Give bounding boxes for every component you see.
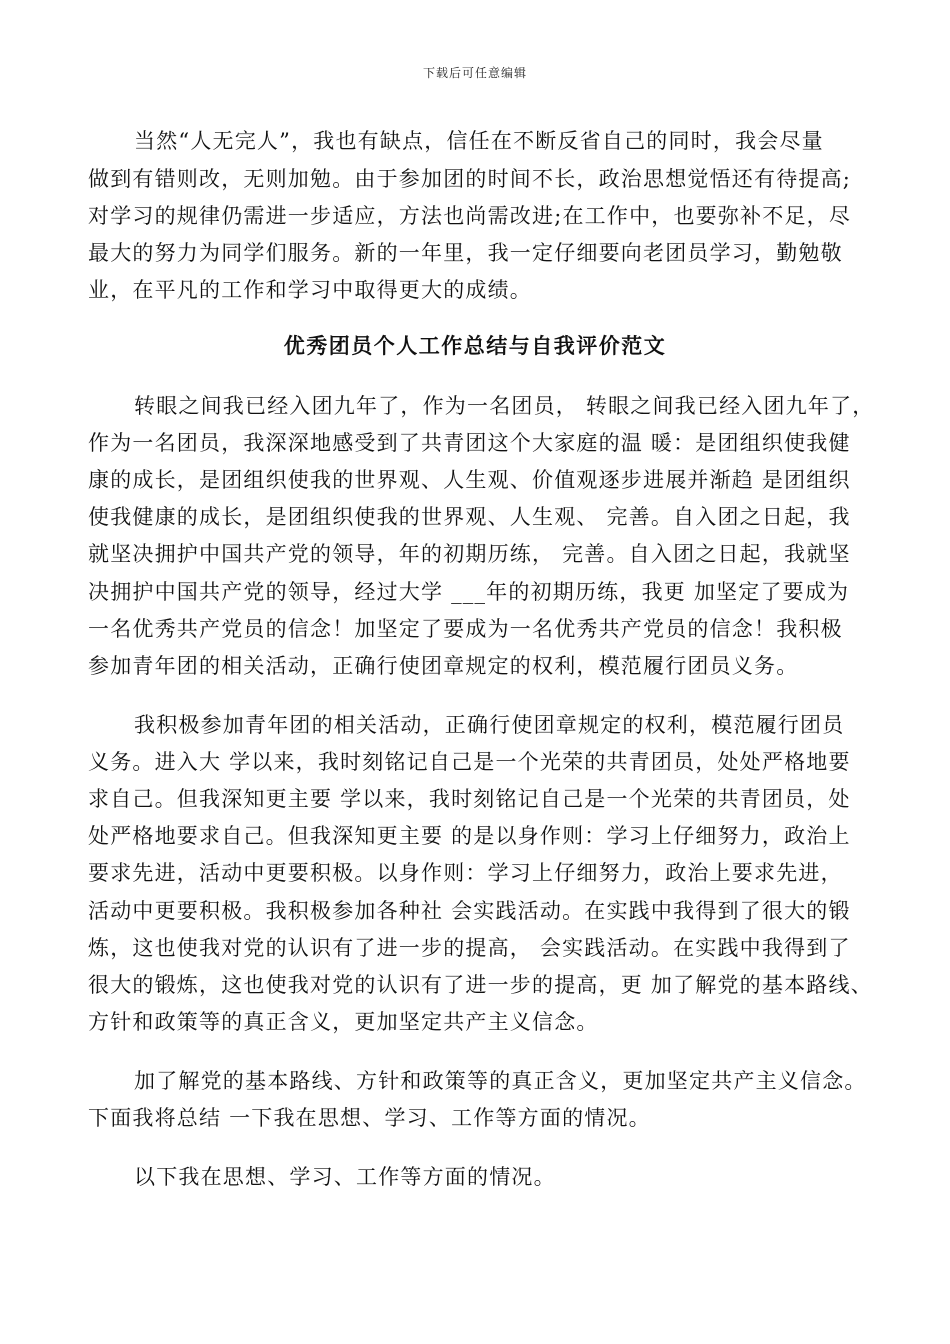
paragraph-line: 做到有错则改，无则加勉。由于参加团的时间不长，政治思想觉悟还有待提高; [88, 167, 852, 191]
paragraph-line: 求自己。但我深知更主要 学以来，我时刻铭记自己是一个光荣的共青团员，处 [88, 787, 851, 811]
paragraph-line: 要求先进，活动中更要积极。以身作则：学习上仔细努力，政治上要求先进， [88, 861, 843, 885]
paragraph-line: 方针和政策等的真正含义，更加坚定共产主义信念。 [88, 1010, 599, 1034]
page-header: 下载后可任意编辑 [422, 66, 527, 80]
paragraph-line: 加了解党的基本路线、方针和政策等的真正含义，更加坚定共产主义信念。 [134, 1069, 867, 1093]
paragraph-line: 很大的锻炼，这也使我对党的认识有了进一步的提高，更 加了解党的基本路线、 [88, 973, 873, 997]
paragraph-line: 决拥护中国共产党的领导，经过大学 ___年的初期历练，我更 加坚定了要成为 [88, 580, 850, 604]
paragraph-line: 最大的努力为同学们服务。新的一年里，我一定仔细要向老团员学习，勤勉敬 [88, 241, 843, 265]
paragraph-line: 对学习的规律仍需进一步适应，方法也尚需改进;在工作中，也要弥补不足，尽 [88, 204, 852, 228]
paragraph-line: 炼，这也使我对党的认识有了进一步的提高， 会实践活动。在实践中我得到了 [88, 936, 851, 960]
paragraph-line: 康的成长，是团组织使我的世界观、人生观、价值观逐步进展并渐趋 是团组织 [88, 468, 851, 492]
paragraph-line: 转眼之间我已经入团九年了，作为一名团员， 转眼之间我已经入团九年了， [134, 394, 875, 418]
paragraph-line: 就坚决拥护中国共产党的领导，年的初期历练， 完善。自入团之日起，我就坚 [88, 542, 851, 566]
paragraph-line: 义务。进入大 学以来，我时刻铭记自己是一个光荣的共青团员，处处严格地要 [88, 750, 851, 774]
paragraph-line: 作为一名团员，我深深地感受到了共青团这个大家庭的温 暖：是团组织使我健 [88, 431, 851, 455]
section-title: 优秀团员个人工作总结与自我评价范文 [283, 334, 667, 358]
paragraph-line: 当然“人无完人”，我也有缺点，信任在不断反省自己的同时，我会尽量 [134, 129, 824, 153]
paragraph-line: 参加青年团的相关活动，正确行使团章规定的权利，模范履行团员义务。 [88, 654, 799, 678]
paragraph-line: 我积极参加青年团的相关活动，正确行使团章规定的权利，模范履行团员 [134, 713, 845, 737]
paragraph-line: 一名优秀共产党员的信念！加坚定了要成为一名优秀共产党员的信念！我积极 [88, 617, 843, 641]
paragraph-line: 下面我将总结 一下我在思想、学习、工作等方面的情况。 [88, 1106, 651, 1130]
paragraph-line: 活动中更要积极。我积极参加各种社 会实践活动。在实践中我得到了很大的锻 [88, 899, 851, 923]
paragraph-line: 以下我在思想、学习、工作等方面的情况。 [134, 1165, 556, 1189]
paragraph-line: 使我健康的成长，是团组织使我的世界观、人生观、 完善。自入团之日起，我 [88, 505, 851, 529]
paragraph-line: 业，在平凡的工作和学习中取得更大的成绩。 [88, 278, 532, 302]
paragraph-line: 处严格地要求自己。但我深知更主要 的是以身作则：学习上仔细努力，政治上 [88, 824, 851, 848]
